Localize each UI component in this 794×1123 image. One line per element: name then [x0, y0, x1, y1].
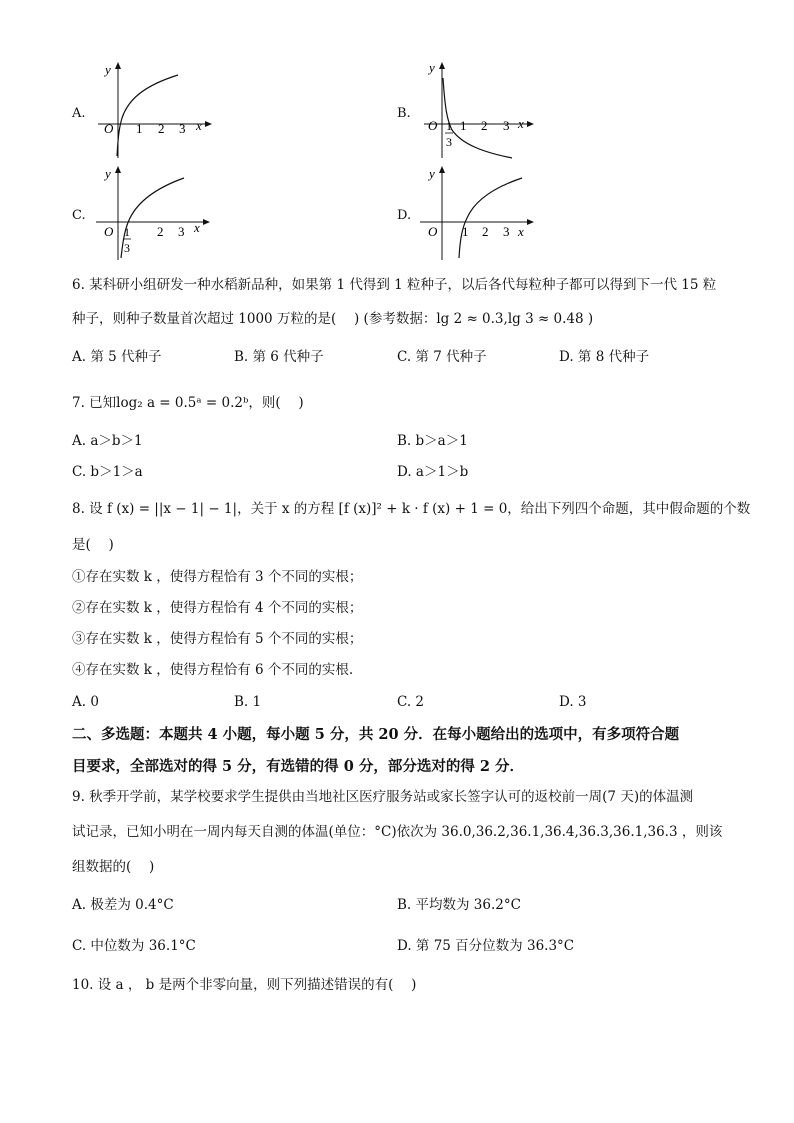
q6-option-d: D. 第 8 代种子 [559, 349, 650, 365]
graph-a-tick-3: 3 [179, 121, 186, 136]
q9-stem-line2: 试记录，已知小明在一周内每天自测的体温(单位：°C)依次为 36.0,36.2,36.1,36.4,36.3,36.1,36.3 ，则该 [72, 824, 723, 840]
q7-option-a: A. a＞b＞1 [72, 433, 143, 449]
graph-a-y-label: y [105, 62, 111, 77]
graph-a-x-label: x [196, 118, 202, 133]
q6-stem-line2: 种子，则种子数量首次超过 1000 万粒的是( ) (参考数据：lg 2 ≈ 0.3,lg 3 ≈ 0.48 ) [72, 311, 594, 327]
q10-stem: 10. 设 a ， b 是两个非零向量，则下列描述错误的有( ) [72, 977, 417, 993]
q7-stem: 7. 已知log₂ a = 0.5ᵃ = 0.2ᵇ，则( ) [72, 395, 304, 411]
q7-option-d: D. a＞1＞b [397, 464, 469, 480]
q7-option-c: C. b＞1＞a [72, 464, 143, 480]
graph-d-y-label: y [429, 166, 435, 181]
graph-d-tick-2: 2 [482, 224, 489, 239]
graph-b-y-label: y [429, 60, 435, 75]
graph-b-origin: O [428, 118, 438, 133]
graph-c-frac-num: 1 [124, 225, 130, 239]
graph-d-label: D. [397, 208, 412, 223]
q9-stem-line1: 9. 秋季开学前，某学校要求学生提供由当地社区医疗服务站或家长签字认可的返校前一周(7 天)的体温测 [72, 789, 694, 805]
q8-option-c: C. 2 [397, 694, 425, 710]
q8-prop-2: ②存在实数 k ，使得方程恰有 4 个不同的实根； [72, 600, 363, 616]
graph-b-frac-den: 3 [446, 135, 452, 149]
q6-option-c: C. 第 7 代种子 [397, 349, 487, 365]
graph-c [88, 162, 218, 262]
graph-d-tick-1: 1 [462, 224, 469, 239]
graph-c-label: C. [72, 208, 86, 223]
graph-d-x-label: x [518, 224, 524, 239]
section2-heading-line2: 目要求，全部选对的得 5 分，有选错的得 0 分，部分选对的得 2 分． [72, 758, 525, 775]
q8-stem-line1: 8. 设 f (x) = ||x − 1| − 1|，关于 x 的方程 [f (x)]² + k · f (x) + 1 = 0，给出下列四个命题，其中假命题的个数 [72, 501, 751, 517]
graph-a-label: A. [72, 106, 86, 121]
q8-option-b: B. 1 [234, 694, 262, 710]
graph-b-tick-3: 3 [503, 118, 510, 133]
graph-c-x-label: x [194, 220, 200, 235]
q6-option-a: A. 第 5 代种子 [72, 349, 162, 365]
graph-d [412, 162, 542, 262]
graph-b [412, 58, 542, 163]
q8-prop-3: ③存在实数 k ，使得方程恰有 5 个不同的实根； [72, 631, 363, 647]
q8-option-a: A. 0 [72, 694, 99, 710]
graph-d-tick-3: 3 [503, 224, 510, 239]
graph-d-origin: O [428, 224, 438, 239]
q6-option-b: B. 第 6 代种子 [234, 349, 324, 365]
q9-option-c: C. 中位数为 36.1°C [72, 938, 196, 954]
graph-b-label: B. [397, 106, 411, 121]
q9-option-b: B. 平均数为 36.2°C [397, 897, 521, 913]
graph-a-tick-1: 1 [136, 121, 143, 136]
graph-c-tick-2: 2 [157, 224, 164, 239]
graph-c-origin: O [104, 224, 114, 239]
section2-heading-line1: 二、多选题：本题共 4 小题，每小题 5 分，共 20 分．在每小题给出的选项中，有多项符合题 [72, 726, 680, 743]
q8-prop-4: ④存在实数 k ，使得方程恰有 6 个不同的实根. [72, 662, 354, 678]
q9-option-a: A. 极差为 0.4°C [72, 897, 174, 913]
graph-c-tick-3: 3 [178, 224, 185, 239]
q8-stem-line2: 是( ) [72, 537, 114, 553]
graph-c-frac-den: 3 [124, 241, 130, 255]
q8-option-d: D. 3 [559, 694, 587, 710]
q7-option-b: B. b＞a＞1 [397, 433, 468, 449]
q9-option-d: D. 第 75 百分位数为 36.3°C [397, 938, 575, 954]
graph-c-y-label: y [105, 166, 111, 181]
q9-stem-line3: 组数据的( ) [72, 859, 155, 875]
graph-b-tick-1: 1 [460, 118, 467, 133]
graph-b-x-label: x [518, 116, 524, 131]
graph-b-frac-num: 1 [446, 119, 452, 133]
graph-a-origin: O [104, 121, 114, 136]
graph-a [88, 58, 218, 163]
q8-prop-1: ①存在实数 k ，使得方程恰有 3 个不同的实根； [72, 569, 363, 585]
graph-a-tick-2: 2 [158, 121, 165, 136]
graph-b-tick-2: 2 [481, 118, 488, 133]
q6-stem-line1: 6. 某科研小组研发一种水稻新品种，如果第 1 代得到 1 粒种子，以后各代每粒种子都可以得到下一代 15 粒 [72, 277, 717, 293]
